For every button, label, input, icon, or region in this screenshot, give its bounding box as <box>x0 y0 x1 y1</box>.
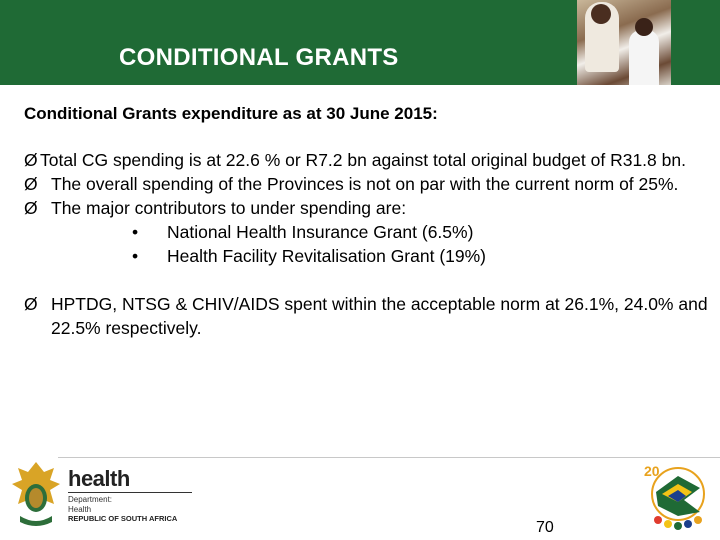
svg-text:20: 20 <box>644 463 660 479</box>
bullet-text: The major contributors to under spending are: <box>51 198 407 218</box>
arrow-bullet-icon: Ø <box>24 294 38 314</box>
arrow-bullet-icon: Ø <box>24 198 38 218</box>
bullet-item <box>24 196 714 220</box>
sub-bullet-text: National Health Insurance Grant (6.5%) <box>167 222 474 242</box>
slide-title: CONDITIONAL GRANTS <box>119 44 399 71</box>
department-label: Department: Health <box>68 495 113 514</box>
country-label: REPUBLIC OF SOUTH AFRICA <box>68 514 178 523</box>
footer-divider <box>58 457 720 458</box>
bullet-item <box>24 148 714 172</box>
bullet-text: HPTDG, NTSG & CHIV/AIDS spent within the acceptable norm at 26.1%, 24.0% and 22.5% respectively. <box>51 294 708 338</box>
coat-of-arms-icon <box>10 460 62 530</box>
arrow-bullet-icon: Ø <box>24 174 38 194</box>
bullet-item <box>24 292 714 340</box>
page-number: 70 <box>536 519 554 536</box>
bullet-text: The overall spending of the Provinces is not on par with the current norm of 25%. <box>51 174 679 194</box>
sub-bullet-text: Health Facility Revitalisation Grant (19%) <box>167 246 487 266</box>
arrow-bullet-icon: Ø <box>24 150 38 170</box>
dot-bullet-icon: • <box>132 246 139 266</box>
header-photo <box>577 0 671 85</box>
sub-bullet-item <box>24 220 714 244</box>
bullet-list <box>24 148 714 340</box>
bullet-item <box>24 172 714 196</box>
health-logo-text: health <box>68 466 130 491</box>
content-subtitle: Conditional Grants expenditure as at 30 June 2015: <box>24 104 438 123</box>
logo-divider <box>68 492 192 493</box>
bullet-text: Total CG spending is at 22.6 % or R7.2 bn against total original budget of R31.8 bn. <box>40 150 686 170</box>
dot-bullet-icon: • <box>132 222 139 242</box>
sub-bullet-item <box>24 244 714 268</box>
twenty-years-freedom-badge-icon <box>638 458 716 536</box>
